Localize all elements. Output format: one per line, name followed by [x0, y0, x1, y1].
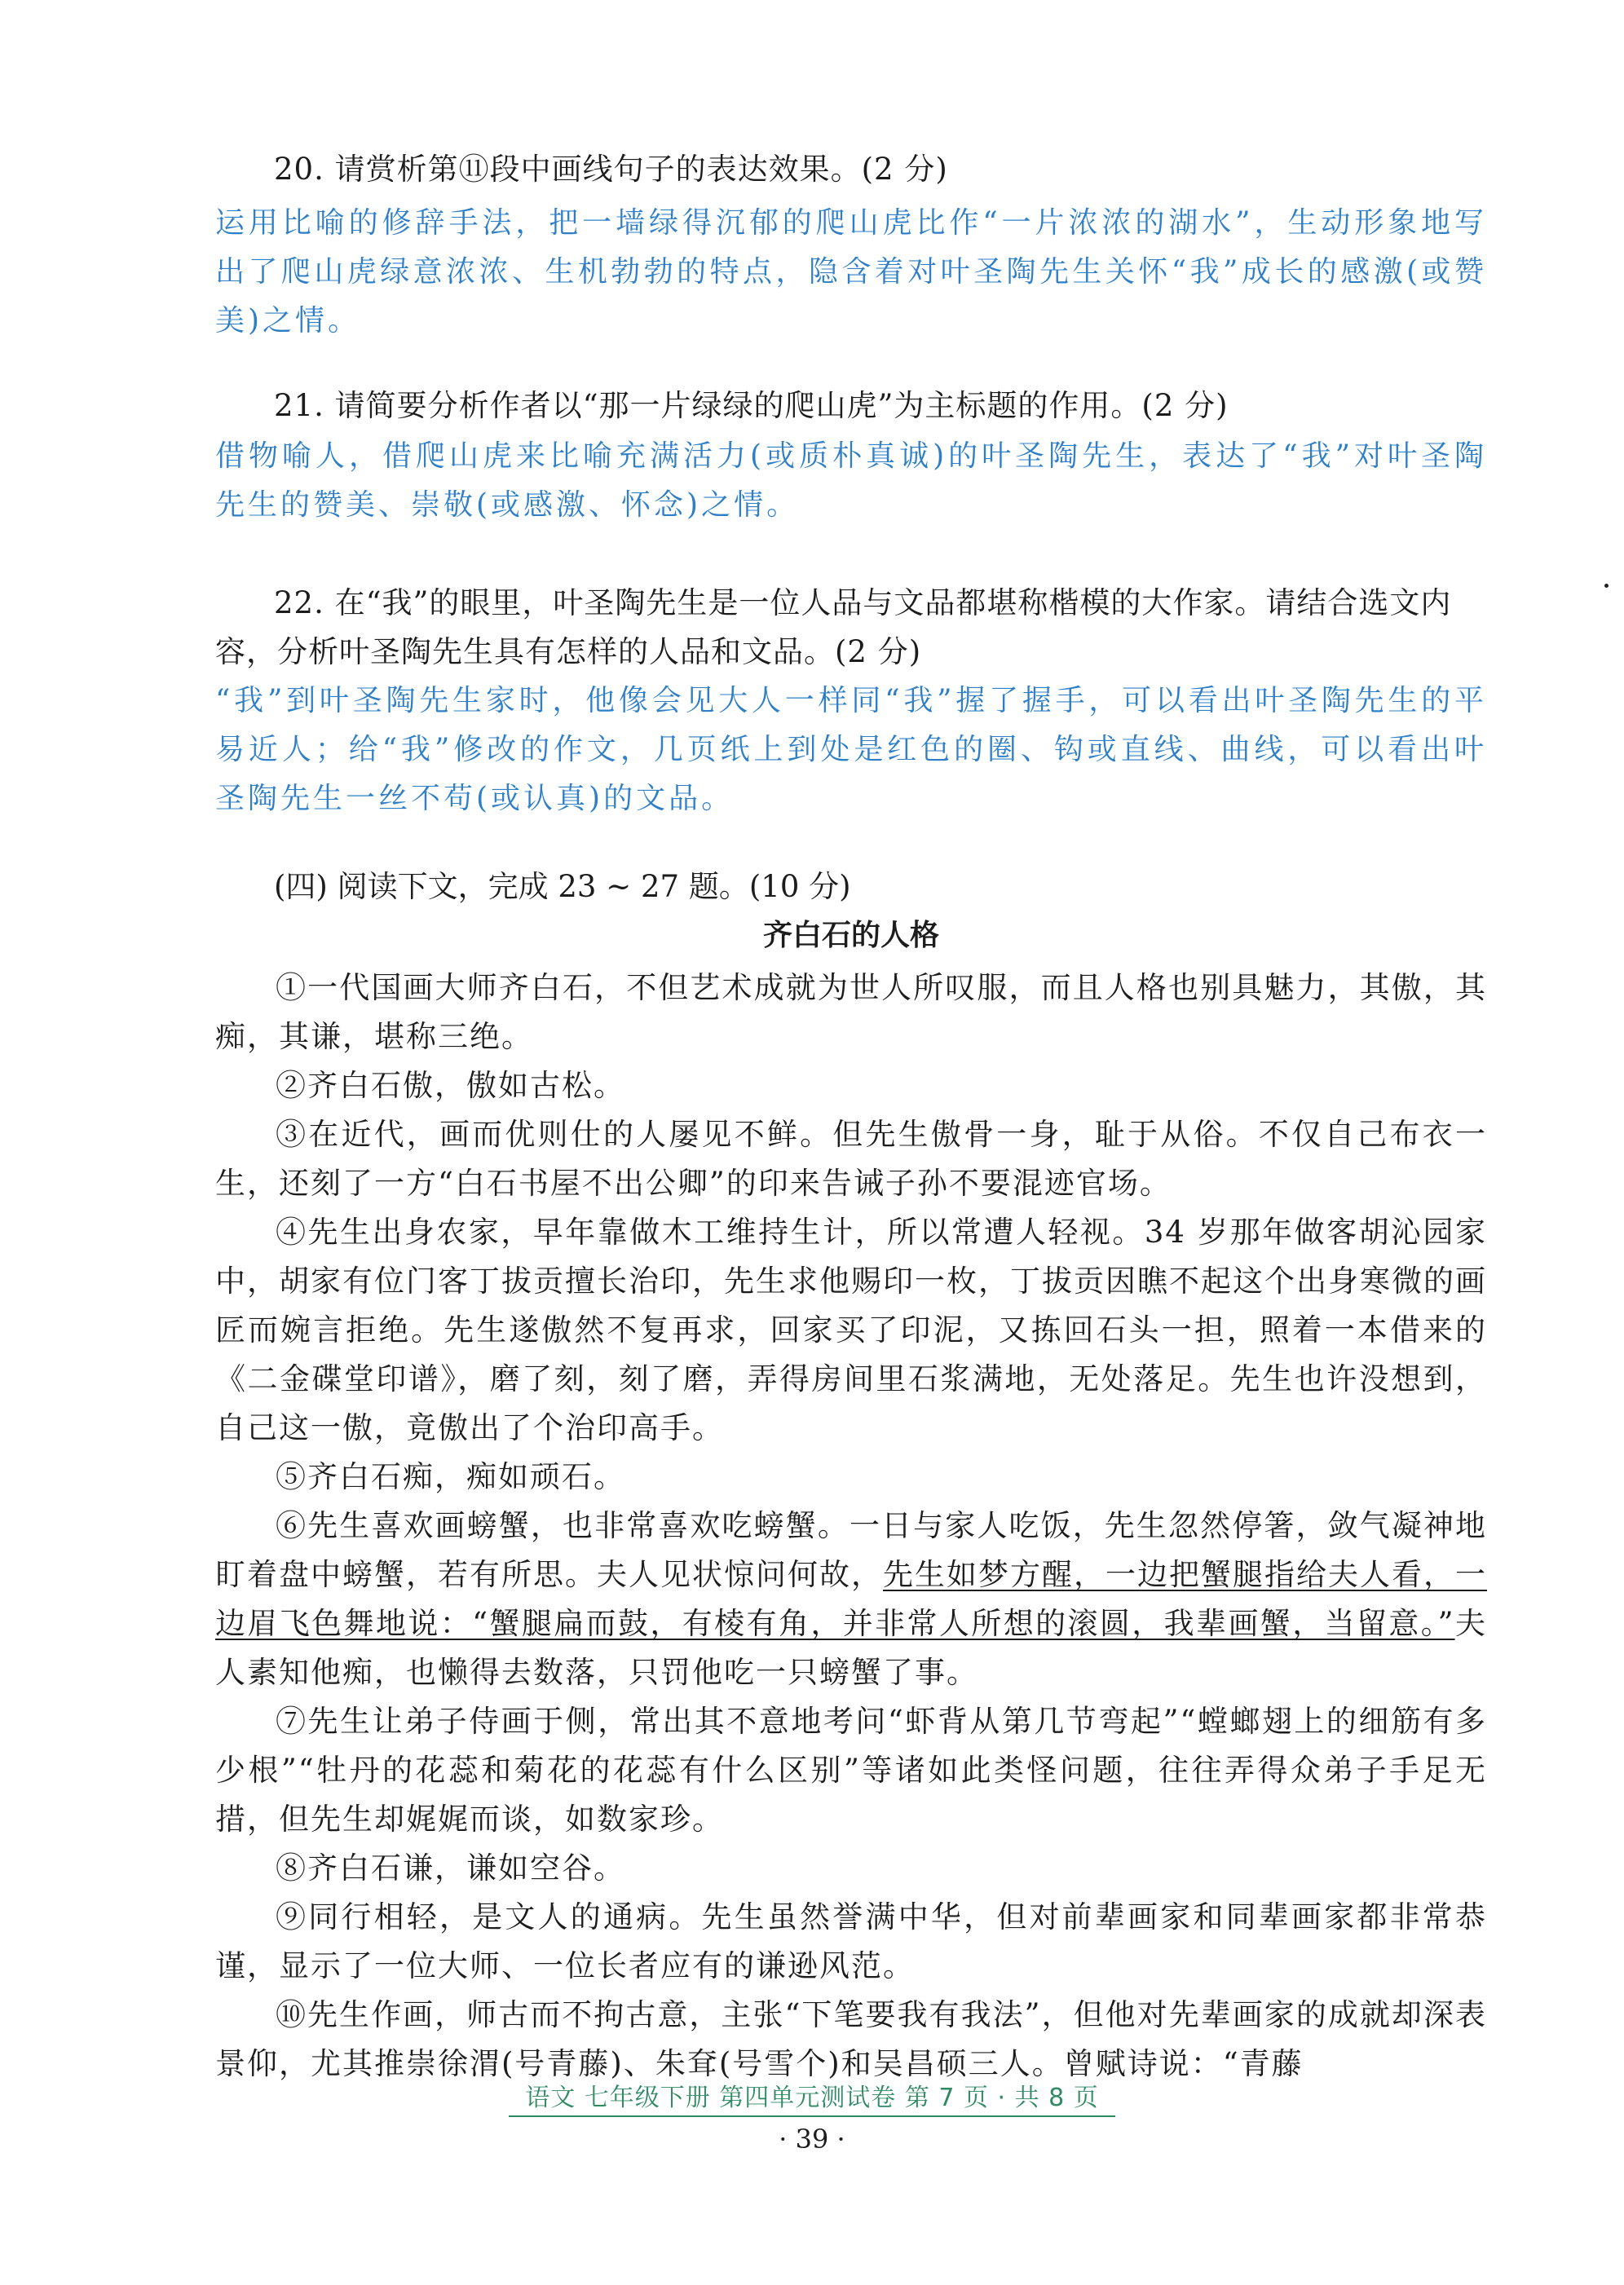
footer-course-info: 语文 七年级下册 第四单元测试卷 第 7 页 · 共 8 页 [509, 2084, 1115, 2117]
paragraph-6-end: 夫人素知他痴，也懒得去数落，只罚他吃一只螃蟹了事。 [215, 1606, 1487, 1690]
paragraph-4: ④先生出身农家，早年靠做木工维持生计，所以常遭人轻视。34 岁那年做客胡沁园家中，胡家有位门客丁拔贡擅长治印，先生求他赐印一枚，丁拔贡因瞧不起这个出身寒微的画匠而婉言拒绝。先生遂傲然不复再求，回家买了印泥，又拣回石头一担，照着一本借来的《二金碟堂印谱》，磨了刻，刻了磨，弄得房间里石浆满地，无处落足。先生也许没想到，自己这一傲，竟傲出了个治印高手。 [215, 1215, 1487, 1445]
question-20-answer: 运用比喻的修辞手法，把一墙绿得沉郁的爬山虎比作“一片浓浓的湖水”，生动形象地写出了爬山虎绿意浓浓、生机勃勃的特点，隐含着对叶圣陶先生关怀“我”成长的感激(或赞美)之情。 [215, 206, 1487, 337]
paragraph-9: ⑨同行相轻，是文人的通病。先生虽然誉满中华，但对前辈画家和同辈画家都非常恭谨，显示了一位大师、一位长者应有的谦逊风范。 [215, 1899, 1487, 1983]
question-22-answer: “我”到叶圣陶先生家时，他像会见大人一样同“我”握了握手，可以看出叶圣陶先生的平易近人；给“我”修改的作文，几页纸上到处是红色的圈、钩或直线、曲线，可以看出叶圣陶先生一丝不苟(或认真)的文品。 [215, 684, 1487, 815]
paragraph-1: ①一代国画大师齐白石，不但艺术成就为世人所叹服，而且人格也别具魅力，其傲，其痴，其谦，堪称三绝。 [215, 970, 1487, 1054]
section-4-heading: (四) 阅读下文，完成 23 ~ 27 题。(10 分) [274, 869, 851, 904]
question-20-text: 20. 请赏析第⑪段中画线句子的表达效果。(2 分) [274, 152, 948, 187]
question-21-block [215, 383, 1487, 530]
page-footer [0, 2077, 1624, 2113]
section-4-block [215, 864, 1487, 2089]
paragraph-7: ⑦先生让弟子侍画于侧，常出其不意地考问“虾背从第几节弯起”“螳螂翅上的细筋有多少根”“牡丹的花蕊和菊花的花蕊有什么区别”等诸如此类怪问题，往往弄得众弟子手足无措，但先生却娓娓而谈，如数家珍。 [215, 1704, 1487, 1837]
question-20-block [215, 147, 1487, 346]
scan-speck [1604, 584, 1609, 588]
paragraph-8: ⑧齐白石谦，谦如空谷。 [276, 1850, 625, 1886]
paragraph-10: ⑩先生作画，师古而不拘古意，主张“下笔要我有我法”，但他对先辈画家的成就却深表景仰，尤其推崇徐渭(号青藤)、朱耷(号雪个)和吴昌硕三人。曾赋诗说：“青藤 [215, 1997, 1487, 2081]
paragraph-6-underlined-sentence: 先生如梦方醒，一边把蟹腿指给夫人看，一边眉飞色舞地说：“蟹腿扁而鼓，有棱有角，并非常人所想的滚圆，我辈画蟹，当留意。” [215, 1557, 1487, 1641]
question-22-block [215, 579, 1487, 823]
article-title: 齐白石的人格 [762, 919, 939, 952]
paragraph-3: ③在近代，画而优则仕的人屡见不鲜。但先生傲骨一身，耻于从俗。不仅自己布衣一生，还刻了一方“白石书屋不出公卿”的印来告诫子孙不要混迹官场。 [215, 1117, 1487, 1201]
page-number: · 39 · [779, 2124, 845, 2155]
question-21-text: 21. 请简要分析作者以“那一片绿绿的爬山虎”为主标题的作用。(2 分) [274, 388, 1229, 423]
question-22-text: 22. 在“我”的眼里，叶圣陶先生是一位人品与文品都堪称楷模的大作家。请结合选文内容，分析叶圣陶先生具有怎样的人品和文品。(2 分) [215, 585, 1452, 669]
paragraph-5: ⑤齐白石痴，痴如顽石。 [276, 1459, 625, 1494]
paragraph-6-start: ⑥先生喜欢画螃蟹，也非常喜欢吃螃蟹。一日与家人吃饭，先生忽然停箸，敛气凝神地盯着盘中螃蟹，若有所思。夫人见状惊问何故， [215, 1508, 1487, 1592]
question-21-answer: 借物喻人，借爬山虎来比喻充满活力(或质朴真诚)的叶圣陶先生，表达了“我”对叶圣陶先生的赞美、崇敬(或感激、怀念)之情。 [215, 439, 1487, 522]
paragraph-2: ②齐白石傲，傲如古松。 [276, 1068, 625, 1103]
paragraph-6 [215, 1502, 1487, 1697]
